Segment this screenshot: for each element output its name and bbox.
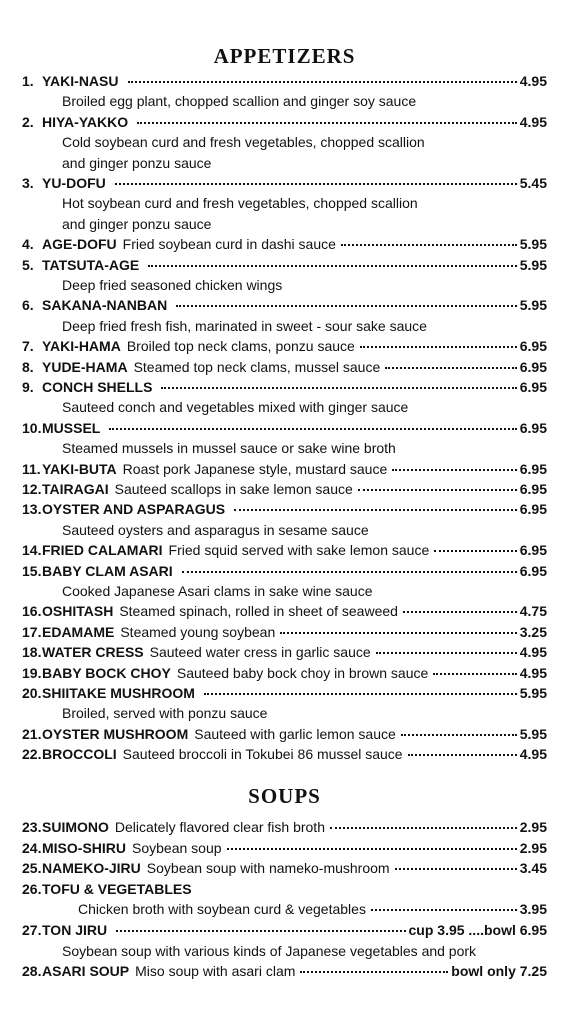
item-number: 6. (22, 297, 34, 314)
item-subline: and ginger ponzu sauce (62, 215, 212, 232)
item-number: 4. (22, 236, 34, 253)
menu-item (22, 880, 547, 898)
item-price: 5.95 (519, 725, 547, 742)
menu-item (22, 296, 547, 314)
item-number: 15. (22, 562, 42, 579)
dot-leader (401, 734, 517, 736)
menu-item (22, 358, 547, 376)
item-price: 6.95 (519, 481, 547, 497)
menu-item (22, 460, 547, 478)
item-number: 5. (22, 256, 34, 273)
menu-item (22, 256, 547, 274)
dot-leader (341, 244, 517, 246)
menu-item (22, 839, 547, 857)
item-price: 4.75 (519, 603, 547, 620)
item-description: Fried squid served with sake lemon sauce (168, 542, 430, 559)
item-description: Miso soup with asari clam (135, 963, 296, 980)
item-price: 6.95 (519, 338, 547, 355)
item-subline: and ginger ponzu sauce (62, 154, 212, 171)
menu-item (22, 818, 547, 836)
item-number: 18. (22, 644, 42, 661)
item-subline: Broiled egg plant, chopped scallion and ginger soy sauce (62, 93, 417, 110)
item-price: 4.95 (519, 113, 547, 130)
item-price: 3.45 (519, 860, 547, 877)
item-description: Sauteed water cress in garlic sauce (149, 644, 371, 661)
item-number: 25. (22, 860, 42, 877)
item-number: 21. (22, 725, 42, 742)
item-price: 6.95 (519, 562, 547, 579)
item-description: Delicately flavored clear fish broth (114, 819, 325, 835)
item-name: FRIED CALAMARI (42, 542, 163, 559)
item-price: 3.25 (519, 623, 547, 640)
item-name: SHIITAKE MUSHROOM (42, 685, 195, 701)
dot-leader (330, 827, 517, 829)
item-description: Steamed young soybean (120, 623, 276, 640)
item-description: Sauteed with garlic lemon sauce (194, 725, 396, 742)
item-description: Steamed top neck clams, mussel sauce (133, 358, 381, 375)
item-subline (78, 900, 547, 918)
item-name: YAKI-HAMA (42, 338, 121, 355)
item-number: 26. (22, 880, 42, 897)
dot-leader (376, 652, 517, 654)
item-price: bowl only 7.25 (451, 963, 547, 980)
item-price: 5.95 (519, 256, 547, 273)
item-name: TON JIRU (42, 922, 108, 938)
dot-leader (280, 632, 517, 634)
dot-leader (182, 571, 517, 573)
item-number: 9. (22, 379, 34, 395)
dot-leader (360, 346, 517, 348)
item-subline: Cold soybean curd and fresh vegetables, chopped scallion (62, 134, 425, 151)
item-name: HIYA-YAKKO (42, 113, 129, 130)
item-description: Chicken broth with soybean curd & vegetables (78, 901, 366, 918)
item-subline: Deep fried seasoned chicken wings (62, 277, 283, 293)
menu-item (22, 664, 547, 682)
item-number: 8. (22, 358, 34, 375)
item-name: SAKANA-NANBAN (42, 297, 168, 314)
item-description: Roast pork Japanese style, mustard sauce (122, 460, 388, 477)
menu-item (22, 72, 547, 90)
dot-leader (115, 183, 517, 185)
item-price: 2.95 (519, 819, 547, 835)
dot-leader (176, 305, 517, 307)
item-name: TOFU & VEGETABLES (42, 880, 192, 897)
item-price: 6.95 (519, 419, 547, 436)
item-name: MISO-SHIRU (42, 839, 126, 856)
dot-leader (161, 387, 516, 389)
dot-leader (392, 469, 517, 471)
item-price: 6.95 (519, 542, 547, 559)
menu-item (22, 684, 547, 702)
item-price: 5.45 (519, 175, 547, 191)
item-subline: Deep fried fresh fish, marinated in sweet - sour sake sauce (62, 317, 427, 334)
item-name: WATER CRESS (42, 644, 144, 661)
item-name: BROCCOLI (42, 746, 117, 763)
item-price: 5.95 (519, 236, 547, 253)
item-description: Sauteed broccoli in Tokubei 86 mussel sauce (122, 746, 403, 763)
item-description: Broiled top neck clams, ponzu sauce (126, 338, 355, 355)
item-price: 4.95 (519, 644, 547, 661)
item-number: 27. (22, 922, 42, 938)
item-name: YU-DOFU (42, 175, 106, 191)
menu-item (22, 859, 547, 877)
item-subline: Steamed mussels in mussel sauce or sake wine broth (62, 440, 396, 457)
item-number: 24. (22, 839, 42, 856)
item-name: CONCH SHELLS (42, 379, 153, 395)
item-number: 11. (22, 460, 41, 477)
dot-leader (403, 611, 517, 613)
dot-leader (227, 848, 517, 850)
item-subline: Soybean soup with various kinds of Japanese vegetables and pork (62, 942, 477, 959)
item-name: ASARI SOUP (42, 963, 130, 980)
menu-item (22, 962, 547, 980)
item-number: 2. (22, 113, 34, 130)
item-number: 22. (22, 746, 42, 763)
dot-leader (116, 930, 405, 932)
item-number: 20. (22, 685, 42, 701)
menu-item (22, 643, 547, 661)
menu-item (22, 725, 547, 743)
dot-leader (385, 367, 517, 369)
item-number: 19. (22, 664, 42, 681)
dot-leader (395, 868, 517, 870)
item-name: OSHITASH (42, 603, 114, 620)
item-name: MUSSEL (42, 419, 101, 436)
menu-item (22, 602, 547, 620)
item-name: BABY CLAM ASARI (42, 562, 173, 579)
item-number: 10. (22, 419, 42, 436)
item-number: 23. (22, 819, 42, 835)
dot-leader (358, 489, 517, 491)
item-price: 6.95 (519, 379, 547, 395)
item-name: TATSUTA-AGE (42, 256, 140, 273)
item-description: Sauteed scallops in sake lemon sauce (114, 481, 353, 497)
item-price: 6.95 (519, 501, 547, 518)
item-subline: Hot soybean curd and fresh vegetables, chopped scallion (62, 195, 418, 212)
item-description: Soybean soup with nameko-mushroom (146, 860, 390, 877)
item-number: 3. (22, 175, 34, 191)
dot-leader (300, 971, 448, 973)
item-name: NAMEKO-JIRU (42, 860, 141, 877)
dot-leader (109, 428, 516, 430)
item-price: 4.95 (519, 664, 547, 681)
item-subline: Sauteed conch and vegetables mixed with ginger sauce (62, 399, 409, 416)
menu-item (22, 337, 547, 355)
item-name: OYSTER AND ASPARAGUS (42, 501, 226, 518)
dot-leader (137, 122, 517, 124)
item-description: Soybean soup (132, 839, 222, 856)
item-description: Sauteed baby bock choy in brown sauce (176, 664, 429, 681)
item-name: SUIMONO (42, 819, 109, 835)
menu-item (22, 378, 547, 396)
item-description: Steamed spinach, rolled in sheet of seaweed (119, 603, 398, 620)
item-price: cup 3.95 ....bowl 6.95 (408, 922, 547, 938)
dot-leader (234, 509, 517, 511)
appetizers-heading: APPETIZERS (213, 44, 356, 68)
menu-item (22, 921, 547, 939)
item-number: 7. (22, 338, 34, 355)
item-name: TAIRAGAI (42, 481, 109, 497)
menu-item (22, 623, 547, 641)
item-price: 6.95 (519, 460, 547, 477)
dot-leader (204, 693, 517, 695)
item-price: 5.95 (519, 297, 547, 314)
dot-leader (148, 265, 517, 267)
menu-item (22, 500, 547, 518)
menu-item (22, 174, 547, 192)
dot-leader (408, 754, 517, 756)
item-name: YAKI-NASU (42, 73, 119, 89)
item-number: 14. (22, 542, 42, 559)
dot-leader (433, 673, 516, 675)
item-price: 6.95 (519, 358, 547, 375)
item-price: 4.95 (519, 73, 547, 89)
item-name: YUDE-HAMA (42, 358, 128, 375)
item-price: 3.95 (519, 901, 547, 918)
dot-leader (128, 81, 517, 83)
item-number: 12. (22, 481, 42, 497)
item-subline: Broiled, served with ponzu sauce (62, 705, 268, 722)
menu-item (22, 480, 547, 498)
item-name: YAKI-BUTA (42, 460, 117, 477)
item-number: 17. (22, 623, 42, 640)
item-price: 4.95 (519, 746, 547, 763)
item-name: AGE-DOFU (42, 236, 117, 253)
item-name: BABY BOCK CHOY (42, 664, 171, 681)
soups-heading: SOUPS (248, 784, 321, 808)
item-number: 16. (22, 603, 42, 620)
item-description: Fried soybean curd in dashi sauce (122, 236, 336, 253)
item-number: 28. (22, 963, 42, 980)
item-subline: Sauteed oysters and asparagus in sesame sauce (62, 521, 369, 538)
item-name: EDAMAME (42, 623, 115, 640)
menu-item (22, 419, 547, 437)
menu-item (22, 562, 547, 580)
item-subline: Cooked Japanese Asari clams in sake wine sauce (62, 583, 373, 599)
item-number: 1. (22, 73, 34, 89)
dot-leader (371, 909, 517, 911)
menu-item (22, 541, 547, 559)
dot-leader (434, 550, 517, 552)
menu-item (22, 235, 547, 253)
item-number: 13. (22, 501, 42, 518)
item-name: OYSTER MUSHROOM (42, 725, 189, 742)
item-price: 5.95 (519, 685, 547, 701)
item-price: 2.95 (519, 839, 547, 856)
menu-item (22, 113, 547, 131)
menu-item (22, 745, 547, 763)
